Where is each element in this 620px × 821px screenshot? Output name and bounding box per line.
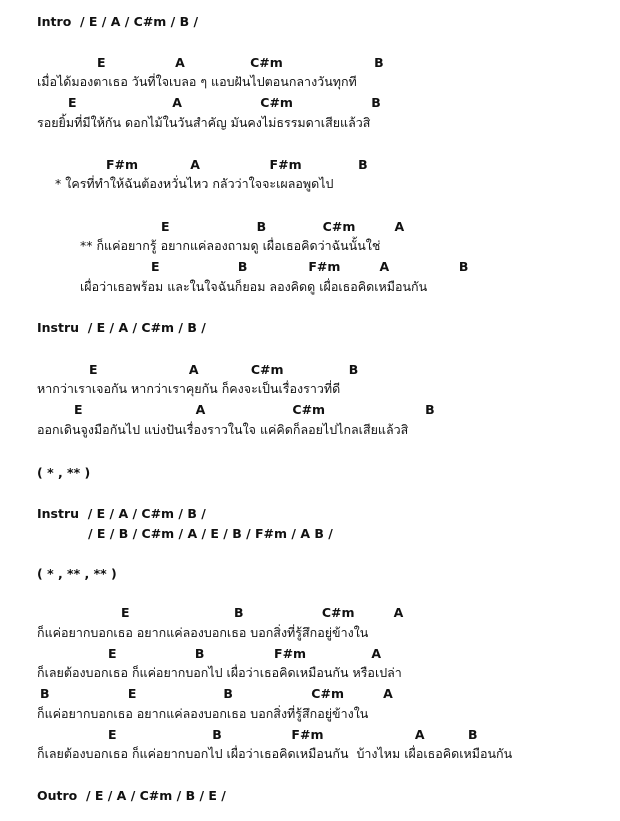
chord-line: E B F#m A [108, 646, 382, 661]
lyric-line: เผื่อว่าเธอพร้อม และในใจฉันก็ยอม ลองคิดดู เผื่อเธอคิดเหมือนกัน [80, 279, 428, 294]
chord-line: E A C#m B [74, 402, 435, 417]
chord-line: E B F#m A B [151, 259, 469, 274]
instru-line: / E / B / C#m / A / E / B / F#m / A B / [88, 526, 333, 541]
instru-line: Instru / E / A / C#m / B / [37, 320, 206, 335]
lyric-line: ก็แค่อยากบอกเธอ อยากแค่ลองบอกเธอ บอกสิ่งที่รู้สึกอยู่ข้างใน [37, 625, 369, 640]
chord-line: E B C#m A [121, 605, 404, 620]
repeat-marker: ( * , ** ) [37, 465, 91, 480]
chord-line: F#m A F#m B [106, 157, 368, 172]
lyric-line: ** ก็แค่อยากรู้ อยากแค่ลองถามดู เผื่อเธอคิดว่าฉันนั้นใช่ [80, 238, 381, 253]
lyric-line: ออกเดินจูงมือกันไป แบ่งปันเรื่องราวในใจ แค่คิดก็ลอยไปไกลเสียแล้วสิ [37, 422, 409, 437]
outro-line: Outro / E / A / C#m / B / E / [37, 788, 226, 803]
chord-line: E A C#m B [97, 55, 384, 70]
lyric-line: ก็แค่อยากบอกเธอ อยากแค่ลองบอกเธอ บอกสิ่งที่รู้สึกอยู่ข้างใน [37, 706, 369, 721]
chord-line: E B F#m A B [108, 727, 478, 742]
intro-line: Intro / E / A / C#m / B / [37, 14, 199, 29]
chord-line: E B C#m A [161, 219, 405, 234]
repeat-marker: ( * , ** , ** ) [37, 566, 117, 581]
lyric-line: ก็เลยต้องบอกเธอ ก็แค่อยากบอกไป เผื่อว่าเธอคิดเหมือนกัน บ้างไหม เผื่อเธอคิดเหมือนกัน [37, 746, 513, 761]
chord-line: B E B C#m A [40, 686, 393, 701]
lyric-line: เมื่อได้มองตาเธอ วันที่ใจเบลอ ๆ แอบฝันไปตอนกลางวันทุกที [37, 74, 357, 89]
lyric-line: * ใครที่ทำให้ฉันต้องหวั่นไหว กลัวว่าใจจะเผลอพูดไป [55, 176, 334, 191]
instru-line: Instru / E / A / C#m / B / [37, 506, 206, 521]
lyric-line: หากว่าเราเจอกัน หากว่าเราคุยกัน ก็คงจะเป็นเรื่องราวที่ดี [37, 381, 341, 396]
chord-line: E A C#m B [68, 95, 381, 110]
lyric-line: รอยยิ้มที่มีให้กัน ดอกไม้ในวันสำคัญ มันคงไม่ธรรมดาเสียแล้วสิ [37, 115, 371, 130]
lyric-line: ก็เลยต้องบอกเธอ ก็แค่อยากบอกไป เผื่อว่าเธอคิดเหมือนกัน หรือเปล่า [37, 665, 402, 680]
chord-line: E A C#m B [89, 362, 359, 377]
